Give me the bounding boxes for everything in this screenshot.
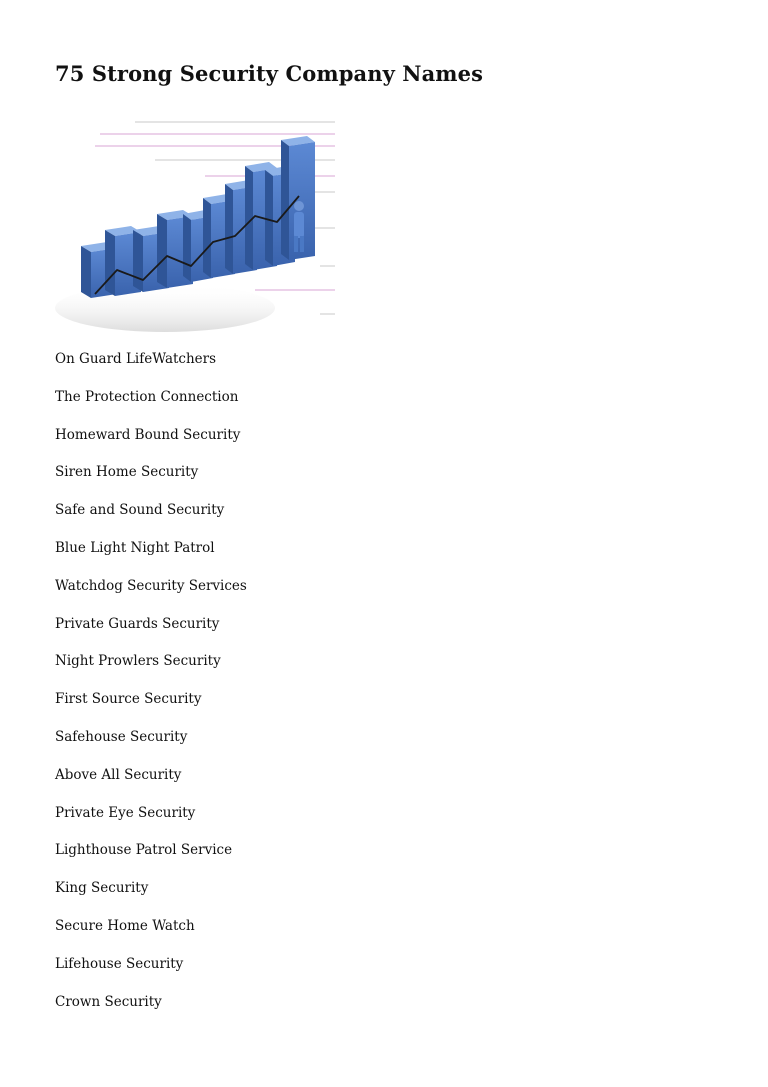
growth-chart-illustration	[55, 118, 335, 332]
list-item: Siren Home Security	[55, 464, 199, 481]
page-title: 75 Strong Security Company Names	[55, 61, 483, 86]
list-item: Secure Home Watch	[55, 917, 195, 934]
list-item: The Protection Connection	[55, 388, 239, 405]
list-item: Safe and Sound Security	[55, 502, 225, 519]
list-item: Lifehouse Security	[55, 955, 184, 972]
list-item: Night Prowlers Security	[55, 653, 221, 670]
list-item: King Security	[55, 880, 149, 897]
company-names-list	[55, 349, 247, 1029]
list-item: Homeward Bound Security	[55, 426, 241, 443]
list-item: Safehouse Security	[55, 728, 188, 745]
list-item: Private Eye Security	[55, 804, 196, 821]
list-item: Private Guards Security	[55, 615, 220, 632]
list-item: First Source Security	[55, 691, 202, 708]
list-item: Above All Security	[55, 766, 182, 783]
list-item: Watchdog Security Services	[55, 577, 247, 594]
list-item: Crown Security	[55, 993, 162, 1010]
growth-bar-chart-icon	[55, 118, 335, 332]
list-item: Blue Light Night Patrol	[55, 539, 215, 556]
list-item: On Guard LifeWatchers	[55, 351, 217, 367]
list-item: Lighthouse Patrol Service	[55, 842, 233, 859]
